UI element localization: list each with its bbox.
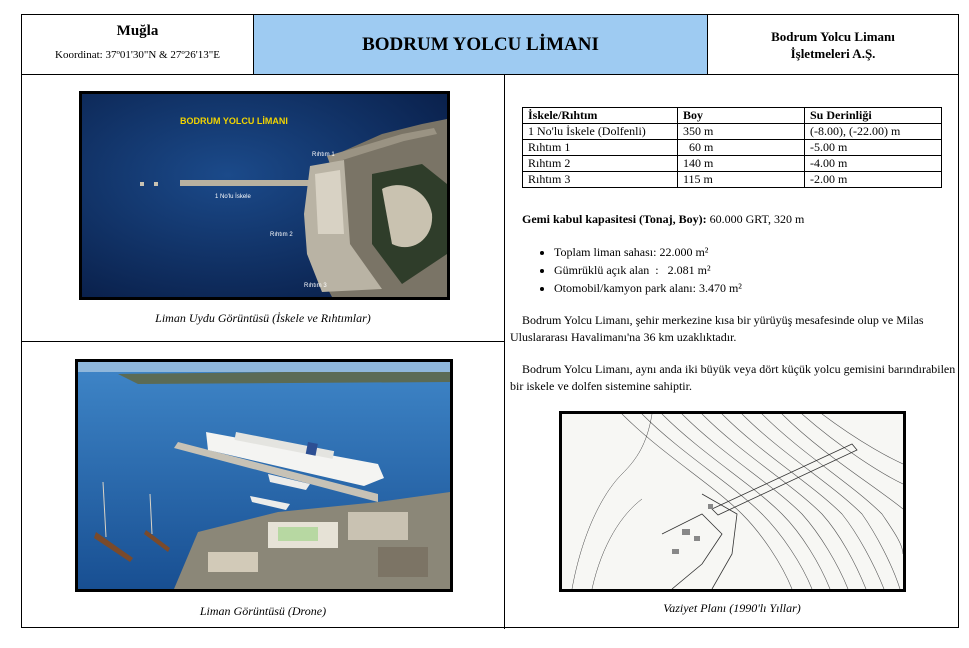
site-plan-image (559, 411, 906, 592)
label-iskele: 1 No'lu İskele (215, 194, 251, 200)
label-rihtim-2: Rıhtım 2 (270, 232, 293, 238)
operator-name-line2: İşletmeleri A.Ş. (790, 45, 876, 61)
coordinates: Koordinat: 37º01'30"N & 27º26'13"E (55, 49, 220, 61)
info-sheet (21, 14, 959, 628)
facts-list (532, 243, 742, 297)
satellite-caption: Liman Uydu Görüntüsü (İskele ve Rıhtımlar) (155, 311, 371, 325)
list-item: • Otomobil/kamyon park alanı: 3.470 m² (554, 279, 742, 297)
table-cell: -4.00 m (805, 156, 942, 172)
satellite-title: BODRUM YOLCU LİMANI (180, 116, 288, 126)
paragraph-capacity: Bodrum Yolcu Limanı, aynı anda iki büyük veya dört küçük yolcu gemisini barındırabilen bir iskele ve dolfen sistemine sahiptir. (510, 362, 956, 393)
table-cell: Rıhtım 2 (523, 156, 678, 172)
table-cell: Rıhtım 3 (523, 172, 678, 188)
label-rihtim-3: Rıhtım 3 (304, 283, 327, 289)
table-row (523, 140, 942, 156)
table-cell: -2.00 m (805, 172, 942, 188)
capacity-label: Gemi kabul kapasitesi (Tonaj, Boy): (522, 212, 707, 226)
location-cell (22, 15, 254, 75)
paragraph-location: Bodrum Yolcu Limanı, şehir merkezine kısa bir yürüyüş mesafesinde olup ve Milas Uluslararası Havalimanı'na 36 km uzaklıktadır. (510, 313, 924, 344)
satellite-illustration (82, 94, 447, 297)
table-cell: Rıhtım 1 (523, 140, 678, 156)
table-cell: 60 m (678, 140, 805, 156)
table-cell: 350 m (678, 124, 805, 140)
table-row (523, 156, 942, 172)
label-rihtim-1: Rıhtım 1 (312, 152, 335, 158)
table-row (523, 124, 942, 140)
drone-image (75, 359, 453, 592)
column-header: Su Derinliği (805, 108, 942, 124)
table-cell: 115 m (678, 172, 805, 188)
list-item: • Toplam liman sahası: 22.000 m² (554, 243, 742, 261)
drone-caption: Liman Görüntüsü (Drone) (199, 604, 327, 618)
column-header: Boy (678, 108, 805, 124)
ship-capacity (522, 212, 804, 227)
page-title: BODRUM YOLCU LİMANI (254, 15, 708, 75)
quay-table (522, 107, 942, 188)
city-name: Muğla (116, 23, 159, 39)
column-divider (504, 75, 505, 629)
operator-name-line1: Bodrum Yolcu Limanı (771, 28, 895, 44)
site-plan-drawing (562, 414, 903, 589)
capacity-value: 60.000 GRT, 320 m (706, 212, 805, 226)
table-cell: 1 No'lu İskele (Dolfenli) (523, 124, 678, 140)
column-header: İskele/Rıhtım (523, 108, 678, 124)
row-divider (22, 341, 504, 342)
table-row (523, 172, 942, 188)
table-cell: (-8.00), (-22.00) m (805, 124, 942, 140)
satellite-image (79, 91, 450, 300)
plan-caption: Vaziyet Planı (1990'lı Yıllar) (663, 601, 801, 615)
operator-cell (708, 15, 958, 75)
drone-illustration (78, 362, 450, 589)
table-cell: 140 m (678, 156, 805, 172)
table-header-row (523, 108, 942, 124)
table-cell: -5.00 m (805, 140, 942, 156)
list-item: • Gümrüklü açık alan : 2.081 m² (554, 261, 742, 279)
